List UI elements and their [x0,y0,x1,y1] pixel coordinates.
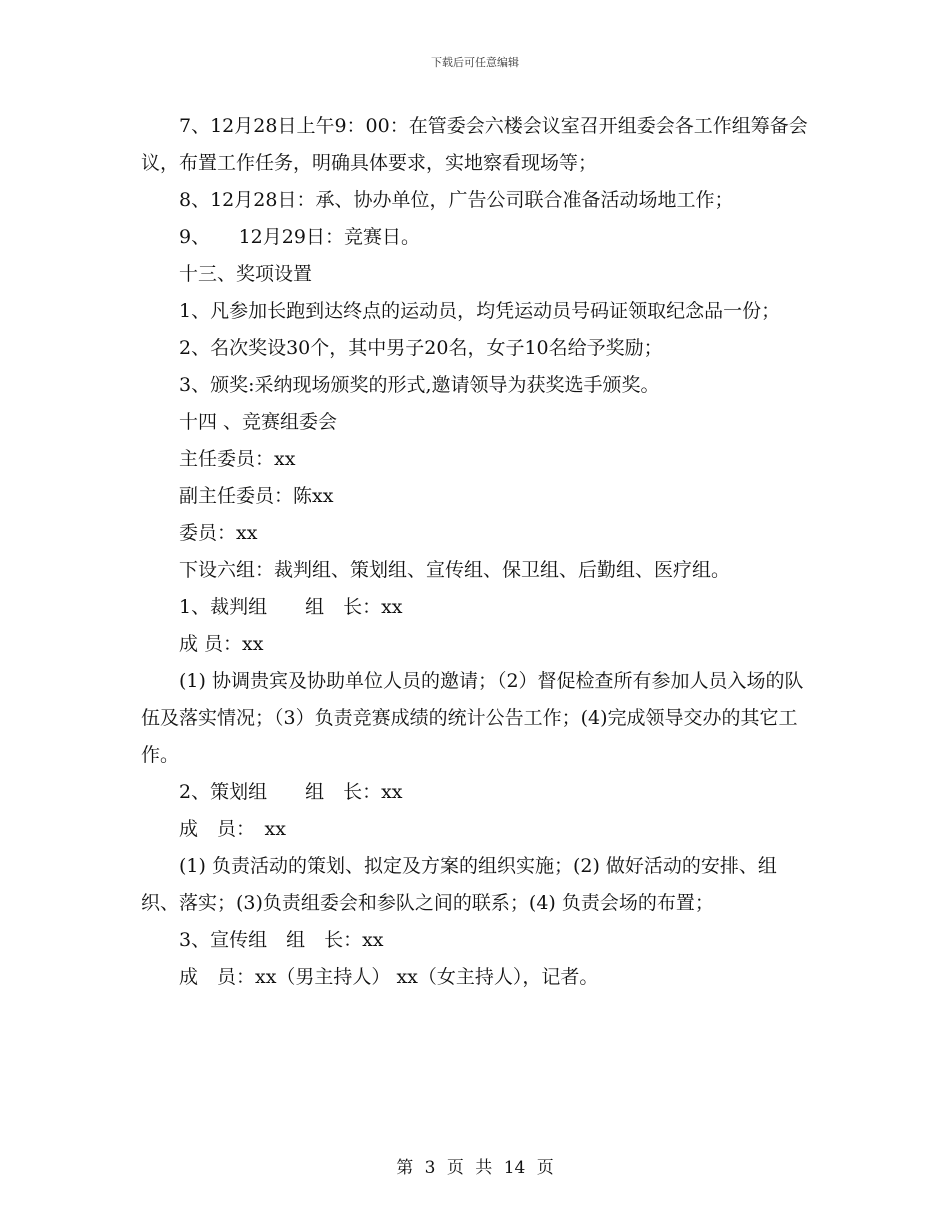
paragraph: 成 员：xx（男主持人） xx（女主持人），记者。 [179,966,599,988]
paragraph: 7、12月28日上午9：00：在管委会六楼会议室召开组委会各工作组筹备会议，布置工作任务，明确具体要求，实地察看现场等； [141,115,808,174]
paragraph: 成 员：xx [179,633,264,655]
paragraph: 下设六组：裁判组、策划组、宣传组、保卫组、后勤组、医疗组。 [179,559,731,581]
paragraph: 8、12月28日：承、协办单位，广告公司联合准备活动场地工作； [179,189,734,211]
section-heading: 十四 、竞赛组委会 [179,411,338,433]
paragraph: 1、凡参加长跑到达终点的运动员，均凭运动员号码证领取纪念品一份； [179,300,781,322]
paragraph: 3、颁奖:采纳现场颁奖的形式,邀请领导为获奖选手颁奖。 [179,374,660,396]
page-footer: 第 3 页 共 14 页 [396,1158,554,1178]
section-heading: 十三、奖项设置 [179,263,313,285]
page-header: 下载后可任意编辑 [431,56,519,69]
paragraph: 成 员： xx [179,818,286,840]
paragraph: (1) 协调贵宾及协助单位人员的邀请；（2）督促检查所有参加人员入场的队伍及落实情况；（3）负责竞赛成绩的统计公告工作；(4)完成领导交办的其它工作。 [141,670,804,766]
paragraph: 副主任委员：陈xx [179,485,334,507]
paragraph: 3、宣传组 组 长：xx [179,929,384,951]
paragraph: 主任委员：xx [179,448,296,470]
paragraph: 9、 12月29日：竞赛日。 [179,226,420,248]
paragraph: 2、策划组 组 长：xx [179,781,403,803]
document-body [141,108,811,996]
paragraph: 1、裁判组 组 长：xx [179,596,403,618]
paragraph: 委员：xx [179,522,258,544]
paragraph: 2、名次奖设30个，其中男子20名，女子10名给予奖励； [179,337,663,359]
paragraph: (1) 负责活动的策划、拟定及方案的组织实施；(2) 做好活动的安排、组织、落实；(3)负责组委会和参队之间的联系；(4) 负责会场的布置； [141,855,777,914]
